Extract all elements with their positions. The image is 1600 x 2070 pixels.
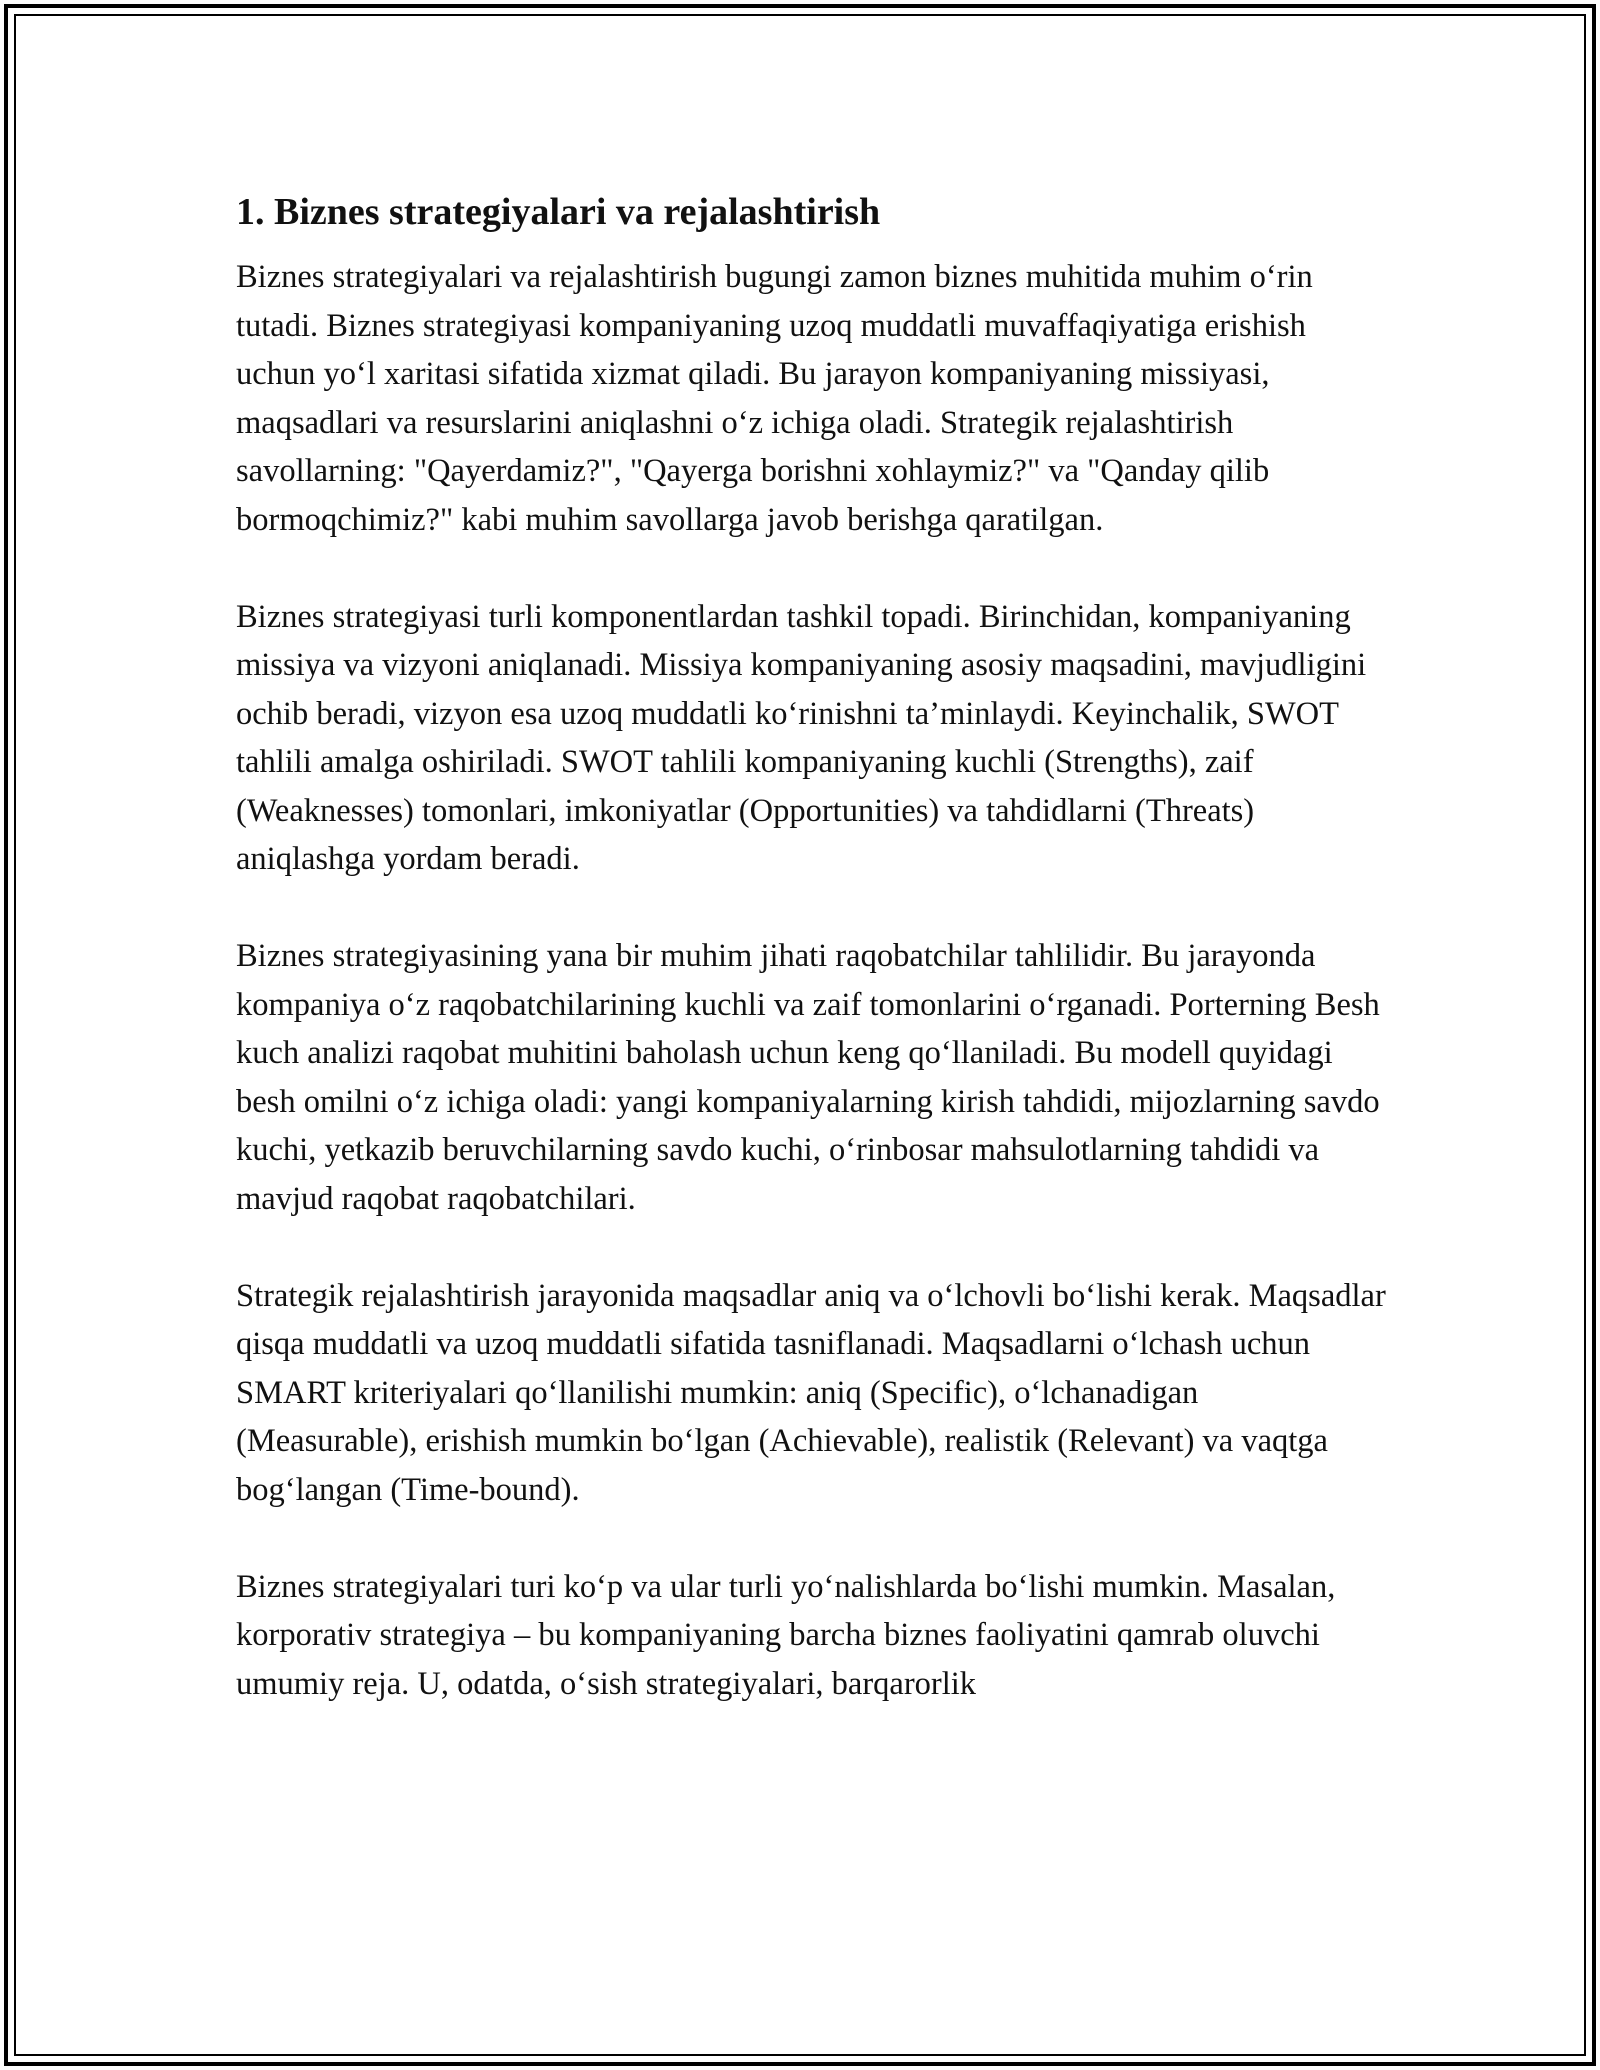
section-heading: 1. Biznes strategiyalari va rejalashtirish (236, 191, 881, 233)
paragraph-components: Biznes strategiyasi turli komponentlardan tashkil topadi. Birinchidan, kompaniyaning missiya va vizyoni aniqlanadi. Missiya kompaniyaning asosiy maqsadini, mavjudligini ochib beradi, vizyon esa uzoq muddatli ko‘rinishni ta’minlaydi. Keyinchalik, SWOT tahlili amalga oshiriladi. SWOT tahlili kompaniyaning kuchli (Strengths), zaif (Weaknesses) tomonlari, imkoniyatlar (Opportunities) va tahdidlarni (Threats) aniqlashga yordam beradi. (236, 598, 1367, 877)
paragraph-intro: Biznes strategiyalari va rejalashtirish bugungi zamon biznes muhitida muhim o‘rin tutadi. Biznes strategiyasi kompaniyaning uzoq muddatli muvaffaqiyatiga erishish uchun yo‘l xaritasi sifatida xizmat qiladi. Bu jarayon kompaniyaning missiyasi, maqsadlari va resurslarini aniqlashni o‘z ichiga oladi. Strategik rejalashtirish savollarning: "Qayerdamiz?", "Qayerga borishni xohlaymiz?" va "Qanday qilib bormoqchimiz?" kabi muhim savollarga javob berishga qaratilgan. (236, 259, 1313, 538)
document-body (236, 187, 1386, 1708)
paragraph-strategy-types: Biznes strategiyalari turi ko‘p va ular turli yo‘nalishlarda bo‘lishi mumkin. Masalan, korporativ strategiya – bu kompaniyaning barcha biznes faoliyatini qamrab oluvchi umumiy reja. U, odatda, o‘sish strategiyalari, barqarorlik (236, 1568, 1336, 1702)
paragraph-goals: Strategik rejalashtirish jarayonida maqsadlar aniq va o‘lchovli bo‘lishi kerak. Maqsadlar qisqa muddatli va uzoq muddatli sifatida tasniflanadi. Maqsadlarni o‘lchash uchun SMART kriteriyalari qo‘llanilishi mumkin: aniq (Specific), o‘lchanadigan (Measurable), erishish mumkin bo‘lgan (Achievable), realistik (Relevant) va vaqtga bog‘langan (Time-bound). (236, 1277, 1386, 1508)
paragraph-competitors: Biznes strategiyasining yana bir muhim jihati raqobatchilar tahlilidir. Bu jarayonda kompaniya o‘z raqobatchilarining kuchli va zaif tomonlarini o‘rganadi. Porterning Besh kuch analizi raqobat muhitini baholash uchun keng qo‘llaniladi. Bu modell quyidagi besh omilni o‘z ichiga oladi: yangi kompaniyalarning kirish tahdidi, mijozlarning savdo kuchi, yetkazib beruvchilarning savdo kuchi, o‘rinbosar mahsulotlarning tahdidi va mavjud raqobat raqobatchilari. (236, 938, 1380, 1217)
